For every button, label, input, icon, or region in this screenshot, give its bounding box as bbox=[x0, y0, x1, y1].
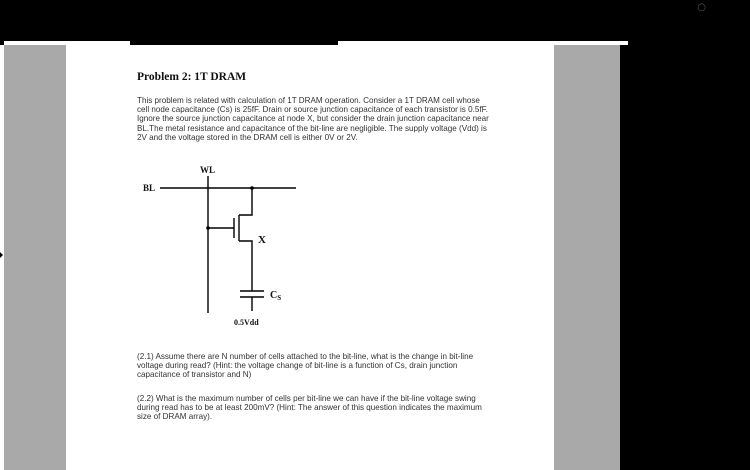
circle-icon[interactable]: ○ bbox=[697, 2, 706, 13]
transistor-source bbox=[239, 241, 252, 291]
viewer-left-gutter bbox=[4, 45, 66, 470]
dram-cell-circuit bbox=[136, 163, 376, 333]
bl-label: BL bbox=[143, 183, 156, 193]
node-x-label: X bbox=[258, 234, 266, 246]
problem-intro: This problem is related with calculation of 1T DRAM operation. Consider a 1T DRAM cell whose cell node capacitance (Cs) is 25fF. Drain or source junction capacitance of each transistor is 0.5fF. Ignore the source junction capacitance at node X, but consider the drain junction capacitance near BL.The metal resistance and capacitance of the bit-line are negligible. The supply voltage (Vdd) is 2V and the voltage stored in the DRAM cell is either 0V or 2V. bbox=[137, 96, 489, 142]
document-page bbox=[66, 45, 554, 470]
plate-voltage-label: 0.5Vdd bbox=[234, 318, 259, 327]
transistor-drain bbox=[239, 188, 252, 215]
wl-label: WL bbox=[200, 165, 216, 175]
question-2-2: (2.2) What is the maximum number of cells per bit-line we can have if the bit-line voltage swing during read has to be at least 200mV? (Hint: The answer of this question indicates the maximum size of DRAM array). bbox=[137, 394, 482, 422]
question-2-1: (2.1) Assume there are N number of cells attached to the bit-line, what is the change in bit-line voltage during read? (Hint: the voltage change of bit-line is a function of Cs, drain junction capacitance of transistor and N) bbox=[137, 352, 474, 380]
viewer-right-panel bbox=[620, 45, 750, 470]
capacitor-label: $C_S$ bbox=[270, 290, 282, 302]
arrow-right-icon bbox=[0, 252, 3, 258]
viewer-right-gutter bbox=[554, 45, 620, 470]
viewer-top-bar bbox=[0, 0, 750, 45]
problem-title: Problem 2: 1T DRAM bbox=[137, 71, 247, 83]
